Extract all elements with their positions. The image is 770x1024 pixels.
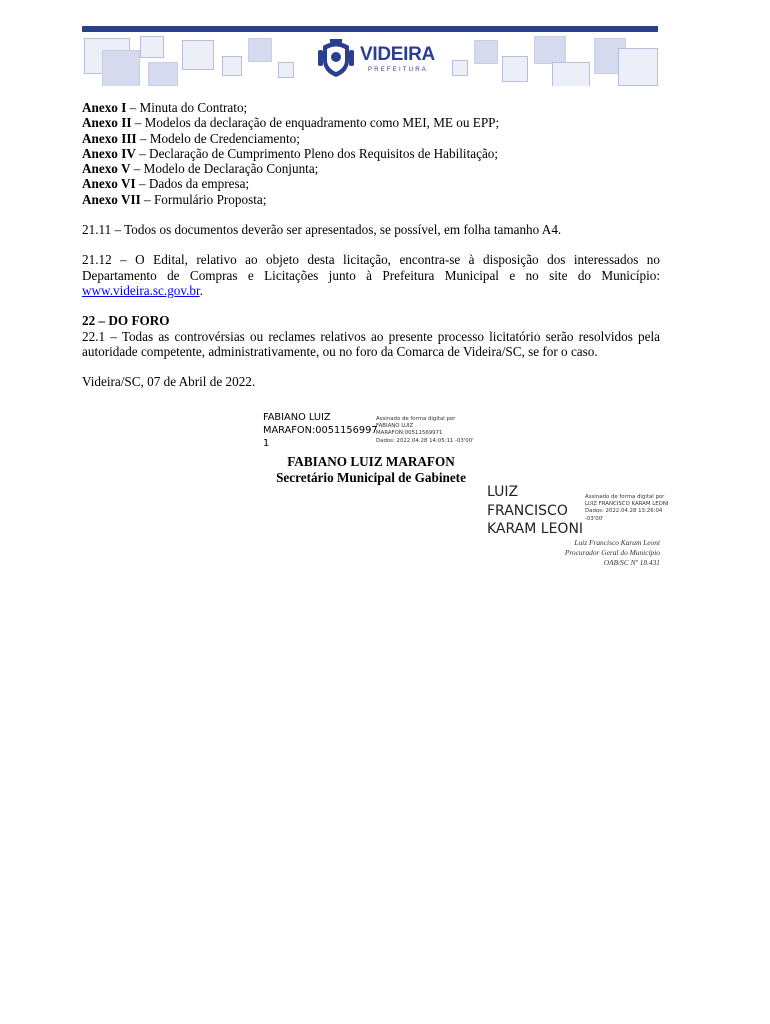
document-body [82,100,660,389]
annex-item: Anexo VII – Formulário Proposta; [82,191,267,207]
annex-item: Anexo V – Modelo de Declaração Conjunta; [82,161,319,177]
annex-item: Anexo VI – Dados da empresa; [82,176,250,192]
logo-text: VIDEIRA [360,44,435,65]
signature-details: Assinado de forma digital por FABIANO LUIZ MARAFON:00511569971 Dados: 2022.04.28 14:05:11 -03'00' [376,416,474,444]
date-line: Videira/SC, 07 de Abril de 2022. [82,374,256,390]
signature-details: Assinado de forma digital por LUIZ FRANCISCO KARAM LEONI Dados: 2022.04.28 13:26:04 -03'00' [585,494,669,522]
decor-square [474,40,498,64]
paragraph-21-11: 21.11 – Todos os documentos deverão ser apresentados, se possível, em folha tamanho A4. [82,222,562,238]
decor-square [248,38,272,62]
decor-square [278,62,294,78]
videira-logo [318,36,435,80]
decor-square [452,60,468,76]
annex-item: Anexo II – Modelos da declaração de enquadramento como MEI, ME ou EPP; [82,115,500,131]
decor-square [618,48,658,86]
annex-item: Anexo IV – Declaração de Cumprimento Pleno dos Requisitos de Habilitação; [82,145,499,161]
signer-2-oab: OAB/SC Nº 18.431 [603,558,660,567]
decor-square [552,62,590,86]
signature-name: LUIZ FRANCISCO KARAM LEONI [487,484,584,537]
header-bar [82,26,658,32]
annex-list [82,100,660,207]
annex-item: Anexo III – Modelo de Credenciamento; [82,130,300,146]
signer-2-name: Luiz Francisco Karam Leoni [574,538,660,547]
signature-name: FABIANO LUIZ MARAFON:0051156997 1 [263,412,378,449]
letterhead [82,26,658,86]
decor-square [502,56,528,82]
decor-square [222,56,242,76]
decor-square [102,50,140,86]
section-22-title: 22 – DO FORO [82,313,170,329]
annex-item: Anexo I – Minuta do Contrato; [82,100,248,115]
digital-signature-fabiano [263,411,493,451]
paragraph-21-12: 21.12 – O Edital, relativo ao objeto desta licitação, encontra-se à disposição dos interessados no Departamento de Compras e Licitações junto à Prefeitura Municipal e no site do Município: www.videira.sc.gov.br. [82,252,660,298]
signer-name: FABIANO LUIZ MARAFON [287,454,455,469]
decor-square [182,40,214,70]
decor-square [140,36,164,58]
coat-of-arms-icon [318,36,354,78]
website-link[interactable]: www.videira.sc.gov.br [82,282,200,298]
decor-square [148,62,178,86]
decor-square [534,36,566,64]
paragraph-22-1: 22.1 – Todas as controvérsias ou reclames relativos ao presente processo licitatório serão resolvidos pela autoridade competente, administrativamente, ou no foro da Comarca de Videira/SC, se for o caso. [82,328,660,359]
signer-title: Secretário Municipal de Gabinete [276,470,466,485]
logo-subtext: PREFEITURA [368,67,429,73]
signer-2-title: Procurador Geral do Município [564,548,660,557]
digital-signature-luiz [487,483,687,538]
